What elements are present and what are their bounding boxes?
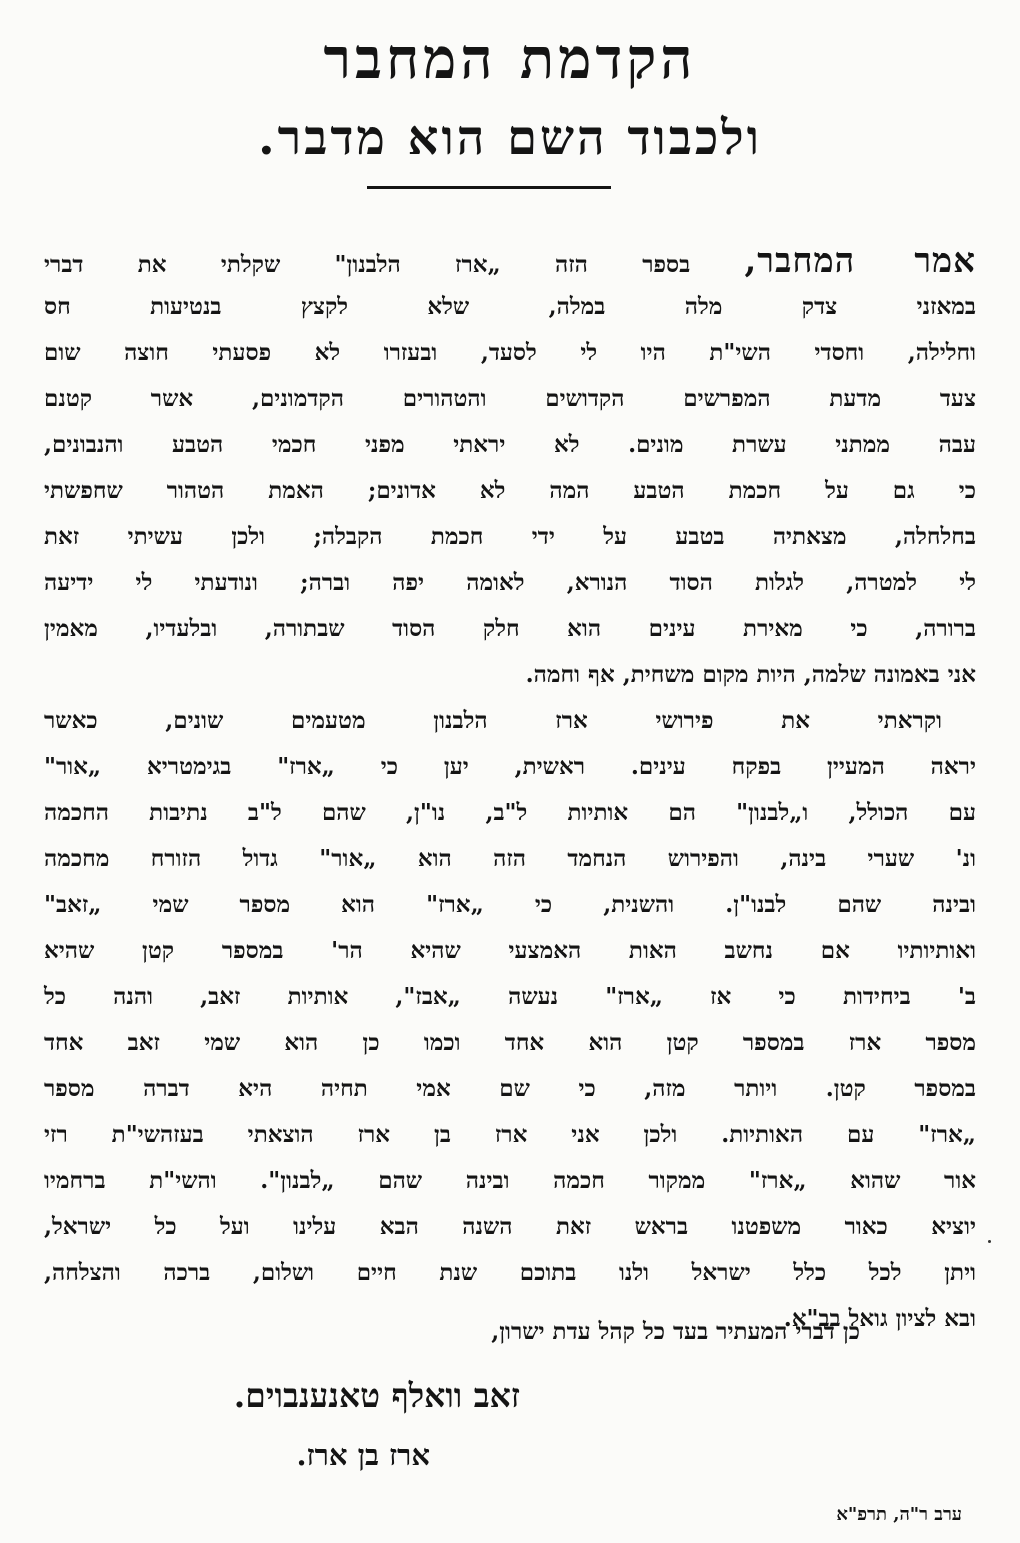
text-line: ובינה שהם לבנו"ן. והשנית, כי „ארז" הוא מספר שמי „זאב": [44, 891, 976, 918]
text-line: וקראתי את פירושי ארז הלבנון מטעמים שונים, כאשר: [44, 707, 942, 734]
text-line: במאזני צדק מלה במלה, שלא לקצץ בנטיעות חס: [44, 293, 976, 320]
author-epithet: ארז בן ארז.: [296, 1438, 430, 1472]
date-line: ערב ר"ה, תרפ"א: [836, 1504, 962, 1525]
text-line: במספר קטן. ויותר מזה, כי שם אמי תחיה היא דברה מספר: [44, 1075, 976, 1102]
text-line: „ארז" עם האותיות. ולכן אני ארז בן ארז הוצאתי בעזהשי"ת רזי: [44, 1121, 976, 1148]
text-line: צעד מדעת המפרשים הקדושים והטהורים הקדמונים, אשר קטנם: [44, 385, 976, 412]
paper-speck: [988, 1240, 991, 1243]
text-line: כי גם על חכמת הטבע המה לא אדונים; האמת הטהור שחפשתי: [44, 477, 976, 504]
text-line: יראה המעיין בפקח עינים. ראשית, יען כי „ארז" בגימטריא „אור": [44, 753, 976, 780]
text-line: ב' ביחידות כי אז „ארז" נעשה „אבז", אותיות זאב, והנה כל: [44, 983, 976, 1010]
text-line: אני באמונה שלמה, היות מקום משחית, אף וחמה.: [525, 661, 976, 688]
text-line: בחלחלה, מצאתיה בטבע על ידי חכמת הקבלה; ולכן עשיתי זאת: [44, 523, 976, 550]
text-line: עם הכולל, ו„לבנון" הם אותיות ל"ב, נו"ן, שהם ל"ב נתיבות החכמה: [44, 799, 976, 826]
body-text: [44, 238, 976, 1342]
text-line: ויתן לכל כלל ישראל ולנו בתוכם שנת חיים ושלום, ברכה והצלחה,: [44, 1259, 976, 1286]
page-subtitle: ולכבוד השם הוא מדבר.: [257, 110, 763, 166]
closing-line: כן דברי המעתיר בעד כל קהל עדת ישרון,: [491, 1318, 860, 1345]
text-line: ובא לציון גואל בב"א.: [783, 1305, 976, 1332]
text-line: לי למטרה, לגלות הסוד הנורא, לאומה יפה וברה; ונודעתי לי ידיעה: [44, 569, 976, 596]
text-line: ברורה, כי מאירת עינים הוא חלק הסוד שבתורה, ובלעדיו, מאמין: [44, 615, 976, 642]
text-line: וחלילה, וחסדי השי"ת היו לי לסעד, ובעזרו לא פסעתי חוצה שום: [44, 339, 976, 366]
text-line: ונ' שערי בינה, והפירוש הנחמד הזה הוא „אור" גדול הזורח מחכמה: [44, 845, 976, 872]
text-line: אור שהוא „ארז" ממקור חכמה ובינה שהם „לבנון". והשי"ת ברחמיו: [44, 1167, 976, 1194]
text-line: מספר ארז במספר קטן הוא אחד וכמו כן הוא שמי זאב אחד: [44, 1029, 976, 1056]
text-line: יוציא כאור משפטנו בראש זאת השנה הבא עלינו ועל כל ישראל,: [44, 1213, 976, 1240]
page-title: הקדמת המחבר: [323, 26, 697, 92]
text-line: ואותיותיו אם נחשב האות האמצעי שהיא הר' במספר קטן שהיא: [44, 937, 976, 964]
title-divider: [367, 186, 611, 189]
text-line: אמר המחבר, בספר הזה „ארז הלבנון" שקלתי את דברי: [44, 241, 976, 281]
text-line: עבה ממתני עשרת מונים. לא יראתי מפני חכמי הטבע והנבונים,: [44, 431, 976, 458]
opening-word: אמר המחבר,: [744, 241, 976, 281]
author-signature: זאב וואלף טאנענבוים.: [233, 1376, 520, 1415]
